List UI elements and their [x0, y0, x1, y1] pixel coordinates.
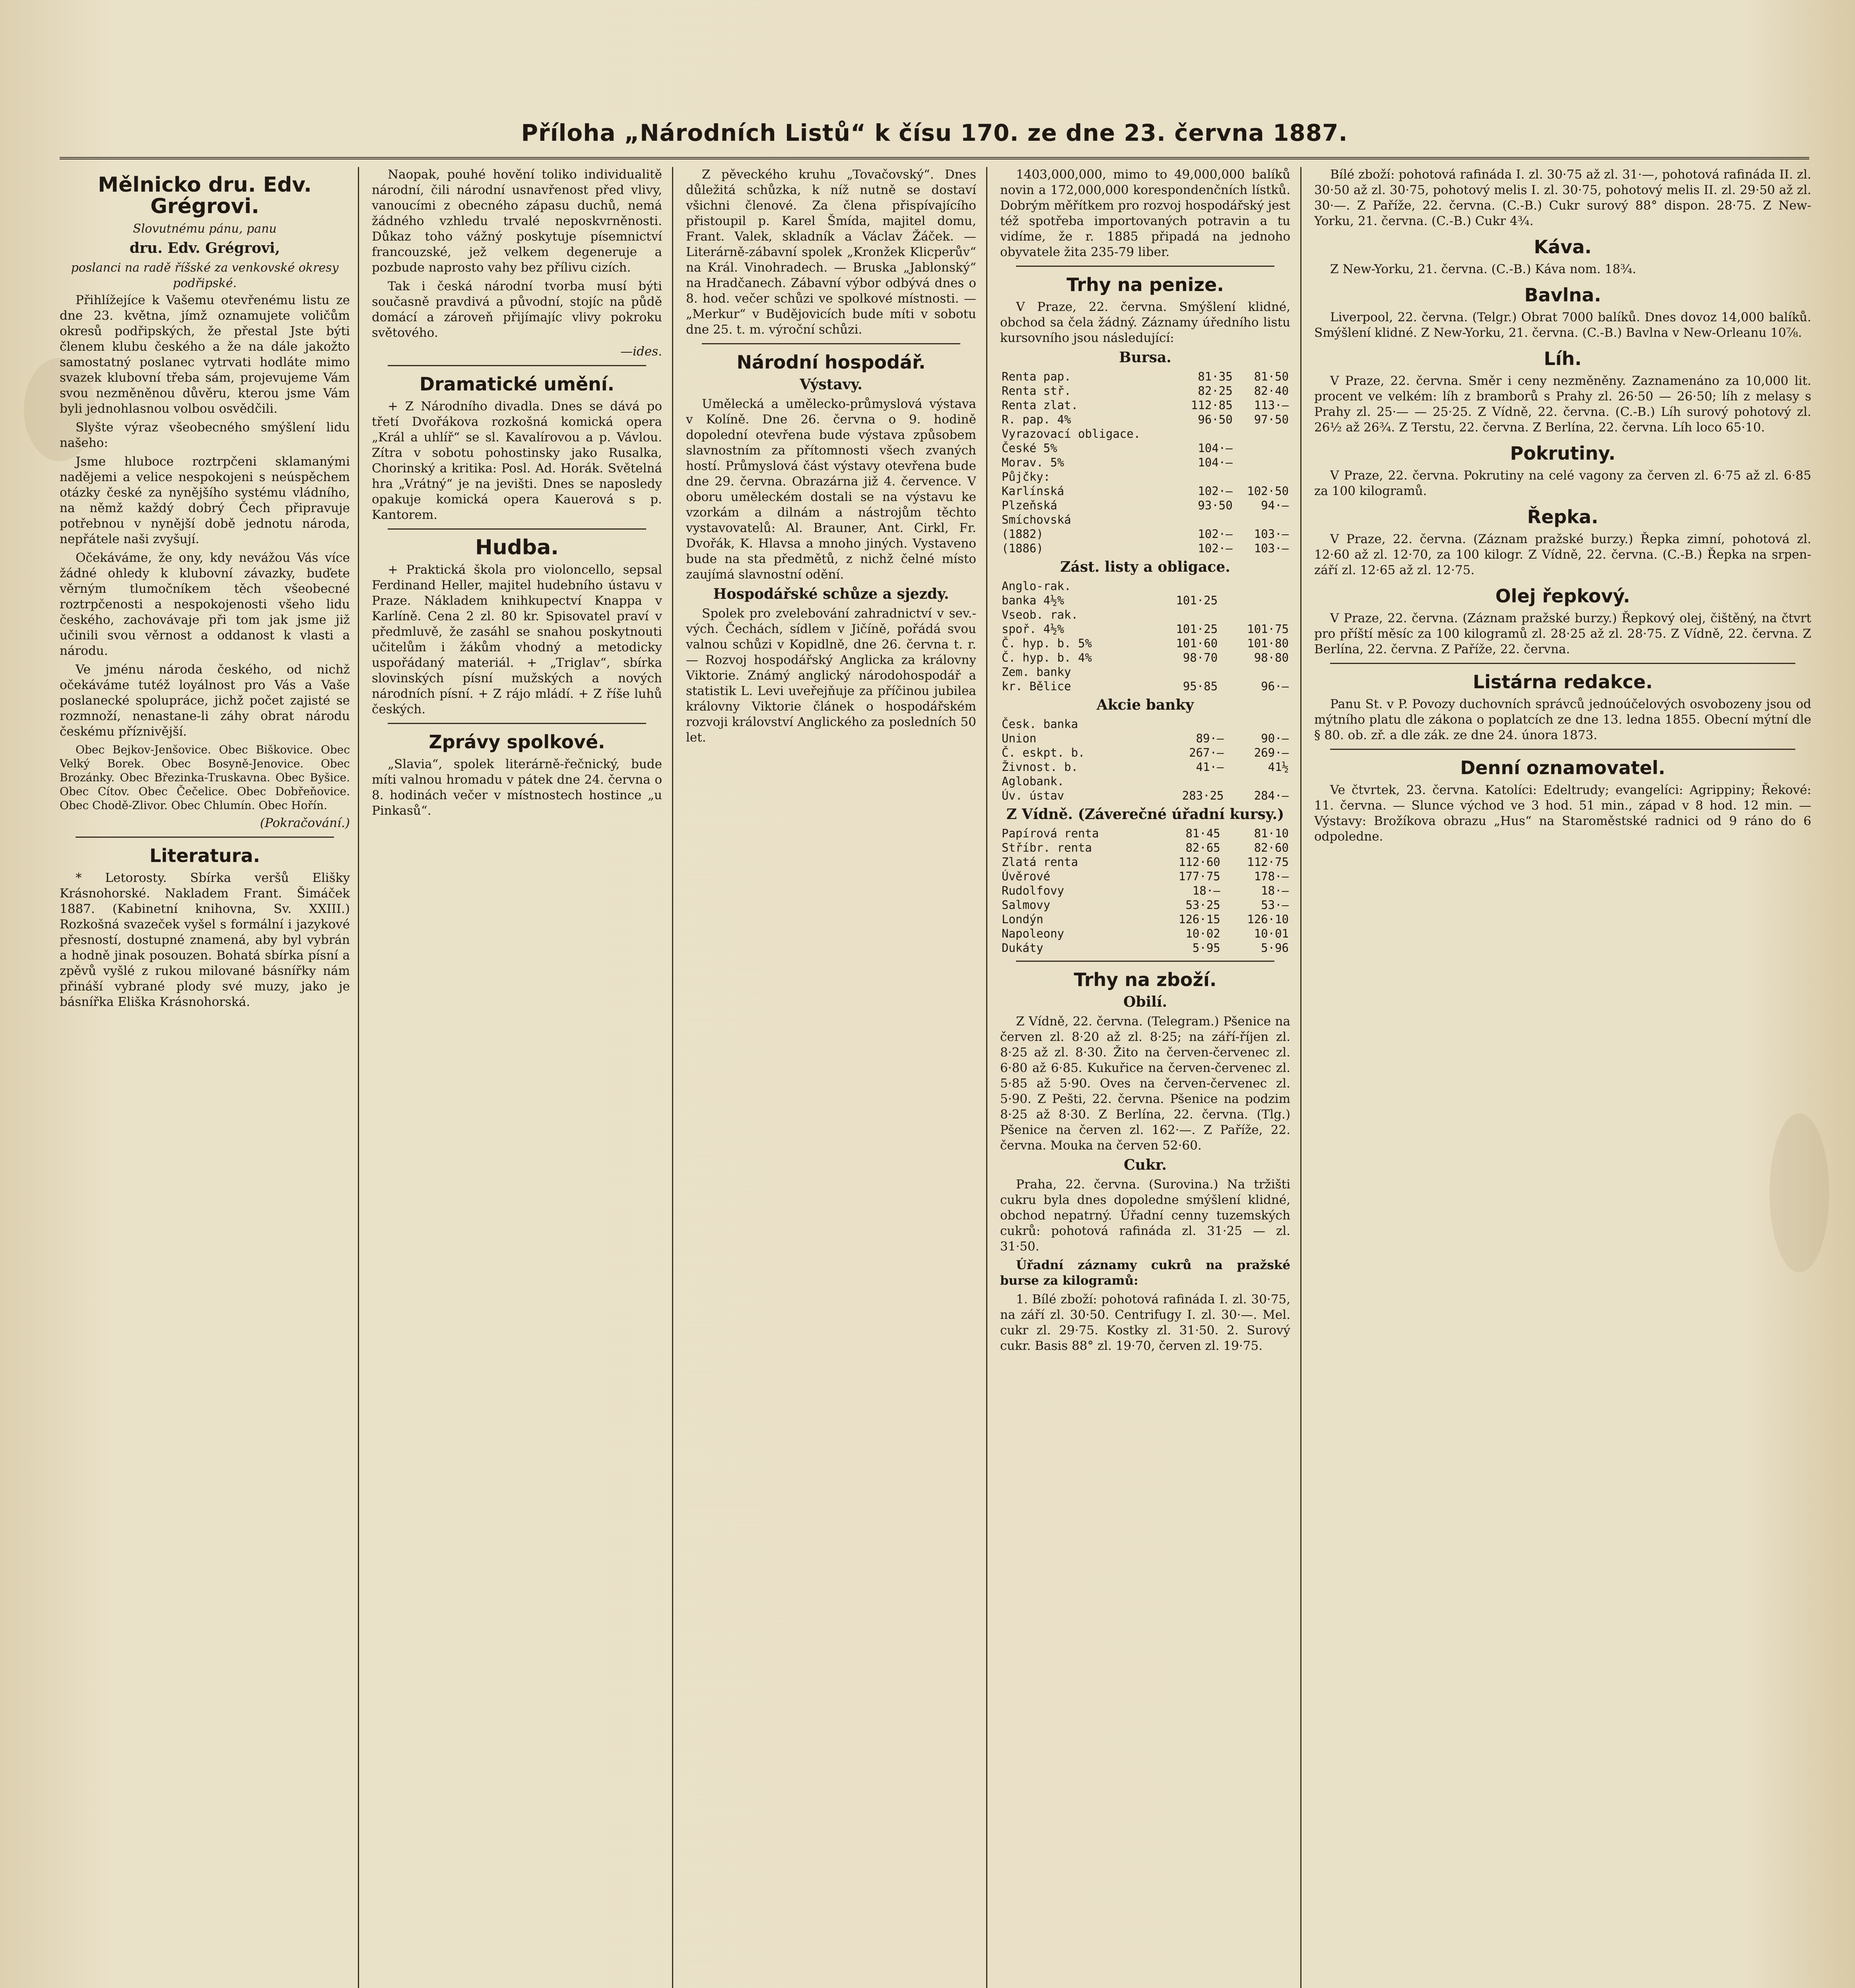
column-separator	[986, 167, 987, 1988]
paragraph: * Letorosty. Sbírka veršů Elišky Krásnohorské. Nakladem Frant. Šimáček 1887. (Kabinetní knihovna, Sv. XXIII.) Rozkošná svazeček vyšel s formální i jazykové přesností, dostupné znamená, aby byl vybrán a hodně jinak posouzen. Bohatá sbírka písní a zpěvů vyšlé z rukou milované básnířky nám přináší vybrané plody své muzy, jako je básnířka Eliška Krásnohorská.	[60, 871, 350, 1009]
section-title: Literatura.	[150, 845, 260, 866]
section-title: Řepka.	[1527, 506, 1599, 528]
row-value: 53·—	[1261, 898, 1289, 912]
table-row	[1000, 926, 1290, 941]
author-signature: —ides.	[620, 344, 662, 359]
row-value: 177·75	[1179, 870, 1220, 883]
row-value: 284·—	[1254, 789, 1289, 802]
table-row	[1000, 527, 1290, 541]
paragraph: Z New-Yorku, 21. června. (C.-B.) Káva nom. 18¾.	[1330, 262, 1636, 276]
row-value: 112·60	[1179, 855, 1220, 869]
table-row	[1000, 650, 1290, 665]
row-label: Vyrazovací obligace.	[1002, 427, 1141, 441]
table-row	[1000, 384, 1290, 398]
header-rule	[60, 157, 1809, 159]
row-value: 89·—	[1196, 732, 1224, 745]
table-row	[1000, 855, 1290, 869]
column-separator	[358, 167, 359, 1988]
table-row	[1000, 608, 1290, 622]
row-label: Renta zlat.	[1002, 398, 1078, 412]
row-label: Anglo-rak.	[1002, 579, 1071, 593]
subsection-title: Akcie banky	[1096, 697, 1194, 713]
paragraph: Úřadní záznamy cukrů na pražské burse za kilogramů:	[1000, 1258, 1290, 1288]
row-label: kr. Bělice	[1002, 679, 1071, 693]
row-label: Morav. 5%	[1002, 456, 1064, 469]
bursa-table	[1000, 369, 1290, 555]
akcie-table	[1000, 717, 1290, 803]
section-title: Zprávy spolkové.	[429, 731, 605, 753]
paragraph: + Praktická škola pro violoncello, sepsal Ferdinand Heller, majitel hudebního ústavu v Praze. Nákladem knihkupectví Knappa v Karlíně. Cena 2 zl. 80 kr. Spisovatel praví v předmluvě, že zasáhl se snahou poskytnouti učitelům i žákům vhodný a metodicky uspořádaný materiál. + „Triglav“, sbírka slovinských písní mužských a nových národních písní. + Z rájo mládí. + Z říše luhů českých.	[372, 563, 662, 716]
row-label: R. pap. 4%	[1002, 413, 1071, 426]
paragraph: V Praze, 22. června. Směr i ceny nezměněny. Zaznamenáno za 10,000 lit. procent ve velkém: líh z bramborů s Prahy zl. 26·50 — 26·50; líh z melasy s Prahy zl. 25·— — 25·25. Z Vídně, 22. června. (C.-B.) Líh surový pohotový zl. 26½ až 26¾. Z Terstu, 22. června. Z Berlína, 22. června. Líh loco 65·10.	[1314, 374, 1811, 435]
row-value: 53·25	[1185, 898, 1220, 912]
row-label: Č. eskpt. b.	[1002, 746, 1085, 759]
row-value: 267·—	[1189, 746, 1224, 759]
column-4	[1000, 167, 1290, 1988]
row-value: 18·—	[1192, 884, 1220, 897]
row-value	[1148, 774, 1225, 788]
paragraph: Přihlížejíce k Vašemu otevřenému listu ze dne 23. května, jímž oznamujete voličům okresů podřipských, že přestal Jste býti členem klubu českého a že na dále jakožto samostatný poslanec vytrvati hodláte mimo svazek klubovní třeba sám, projevujeme Vám svou nezměněnou důvěru, kterou jsme Vám byli jednohlasnou volbou osvědčili.	[60, 293, 350, 416]
section-title: Dramatické umění.	[419, 373, 615, 395]
row-label: spoř. 4½%	[1002, 622, 1064, 636]
column-separator	[1300, 167, 1301, 1988]
row-value	[1178, 427, 1234, 441]
row-value	[1219, 579, 1290, 593]
row-value: 41½	[1268, 760, 1289, 774]
table-row	[1000, 398, 1290, 412]
row-value	[1219, 608, 1290, 622]
row-value: 96·50	[1198, 413, 1233, 426]
subsection-title: Výstavy.	[800, 376, 862, 393]
paragraph: Panu St. v P. Povozy duchovních správců jednoúčelových osvobozeny jsou od mýtního platu dle zákona o poplatcích ze dne 13. ledna 1855. Obecní mýtní dle § 80. ob. zř. a dle zák. ze dne 24. února 1873.	[1314, 697, 1811, 742]
row-label: Aglobank.	[1002, 775, 1064, 788]
section-title: Listárna redakce.	[1472, 671, 1653, 693]
table-row	[1000, 883, 1290, 898]
row-value: 41·—	[1196, 760, 1224, 774]
paragraph: V Praze, 22. června. (Záznam pražské burzy.) Řepka zimní, pohotová zl. 12·60 až zl. 12·70, za 100 kilogr. Z Vídně, 22. června. (C.-B.) Řepka na srpen-září zl. 12·65 až zl. 12·75.	[1314, 532, 1811, 577]
table-row	[1000, 441, 1290, 455]
row-label: Půjčky:	[1002, 470, 1051, 483]
row-value	[1148, 579, 1219, 593]
subsection-title: Z Vídně. (Záverečné úřadní kursy.)	[1006, 806, 1284, 823]
row-label: Renta stř.	[1002, 384, 1071, 398]
row-value: 102·—	[1198, 484, 1233, 498]
table-row	[1000, 455, 1290, 470]
row-label: Napoleony	[1002, 927, 1064, 940]
row-value: 101·80	[1247, 637, 1289, 650]
row-value: 283·25	[1182, 789, 1224, 802]
row-value: 5·95	[1192, 941, 1220, 955]
section-title: Mělnicko dru. Edv. Grégrovi.	[98, 173, 312, 218]
section-title: Pokrutiny.	[1510, 443, 1616, 464]
row-label: Salmovy	[1002, 898, 1051, 912]
section-title: Bavlna.	[1524, 284, 1601, 306]
paragraph: „Slavia“, spolek literárně-řečnický, bude míti valnou hromadu v pátek dne 24. června o 8. hodinách večer v místnostech hostince „u Pinkasů“.	[372, 757, 662, 818]
table-row	[1000, 665, 1290, 679]
table-row	[1000, 788, 1290, 803]
addressee-name: dru. Edv. Grégrovi,	[129, 240, 280, 256]
subsection-title: Obilí.	[1123, 994, 1167, 1010]
videm-table	[1000, 826, 1290, 955]
paragraph: V Praze, 22. června. Smýšlení klidné, obchod sa čela žádný. Záznamy úředního listu kursovního jsou následující:	[1000, 300, 1290, 345]
page-title: Příloha „Národních Listů“ k čísu 170. ze dne 23. června 1887.	[521, 119, 1348, 146]
row-value: 103·—	[1254, 542, 1289, 555]
row-value: 10·01	[1254, 927, 1289, 940]
paragraph: Bílé zboží: pohotová rafináda I. zl. 30·75 až zl. 31·—, pohotová rafináda II. zl. 30·50 až zl. 30·75, pohotový melis I. zl. 30·75, pohotový melis II. zl. 29·50 až zl. 30·—. Z Paříže, 22. června. (C.-B.) Cukr surový 88° dispon. 28·75. Z New-Yorku, 21. června. (C.-B.) Cukr 4¾.	[1314, 167, 1811, 228]
table-row	[1000, 498, 1290, 513]
column-separator	[672, 167, 673, 1988]
row-label: Č. hyp. b. 4%	[1002, 651, 1092, 664]
row-value: 98·80	[1254, 651, 1289, 664]
row-value	[1234, 455, 1290, 470]
paragraph: Jsme hluboce roztrpčeni sklamanými nadějemi a velice nespokojeni s neúspěchem otázky české za nynějšího systému vládního, na němž každý dobrý Čech připravuje potřebnou v nynější době jednotu národa, nepřátele naši zvyšují.	[60, 454, 350, 546]
paragraph: V Praze, 22. června. Pokrutiny na celé vagony za červen zl. 6·75 až zl. 6·85 za 100 kilogramů.	[1314, 468, 1811, 498]
row-label: (1886)	[1002, 542, 1043, 555]
subsection-title: Bursa.	[1119, 349, 1171, 366]
row-label: Londýn	[1002, 912, 1043, 926]
table-row	[1000, 579, 1290, 593]
row-label: Plzeňská	[1002, 499, 1057, 512]
row-value: 101·75	[1247, 622, 1289, 636]
row-label: Rudolfovy	[1002, 884, 1064, 897]
row-label: Úv. ústav	[1002, 789, 1064, 802]
table-row	[1000, 679, 1290, 693]
paragraph: Z pěveckého kruhu „Tovačovský“. Dnes důležitá schůzka, k níž nutně se dostaví všichni členové. Za člena přispívajícího přistoupil p. Karel Šmída, majitel domu, Frant. Valek, skladník a Václav Žáček. — Literárně-zábavní spolek „Kronžek Klicperův“ na Král. Vinohradech. — Bruska „Jablonský“ na Hradčanech. Zábavní výbor odbývá dnes o 8. hod. večer schůzi ve spolkové místnosti. — „Merkur“ v Budějovicích bude míti v sobotu dne 25. t. m. výroční schůzi.	[686, 167, 976, 337]
row-label: Vseob. rak.	[1002, 608, 1078, 621]
table-row	[1000, 484, 1290, 498]
row-value: 112·75	[1247, 855, 1289, 869]
row-value: 96·—	[1261, 679, 1289, 693]
table-row	[1000, 593, 1290, 608]
column-3	[686, 167, 976, 1988]
row-value: 104·—	[1198, 456, 1233, 469]
row-value	[1234, 470, 1290, 484]
table-row	[1000, 513, 1290, 527]
row-label: Úvěrové	[1002, 870, 1051, 883]
row-value: 81·35	[1198, 370, 1233, 383]
row-value: 269·—	[1254, 746, 1289, 759]
row-value	[1226, 717, 1291, 731]
table-row	[1000, 622, 1290, 636]
row-value: 18·—	[1261, 884, 1289, 897]
row-label: Stříbr. renta	[1002, 841, 1092, 854]
column-1	[60, 167, 350, 1988]
row-value	[1234, 427, 1290, 441]
row-label: Česk. banka	[1002, 717, 1078, 731]
section-title: Olej řepkový.	[1495, 585, 1630, 607]
row-value	[1178, 470, 1234, 484]
column-2	[372, 167, 662, 1988]
table-row	[1000, 912, 1290, 926]
paragraph: Umělecká a umělecko-průmyslová výstava v Kolíně. Dne 26. června o 9. hodině dopolední otevřena bude výstava způsobem slavnostním za přítomnosti všech zvaných hostí. Průmyslová část výstavy otevřena bude dne 29. června. Obrazárna již 4. července. V oboru uměleckém dostali se na výstavu ke vzorkám a dilnám a nástrojům těchto vystavovatelů: Al. Brauner, Ant. Cirkl, Fr. Dvořák, K. Hlavsa a mnoho jiných. Vystaveno bude na sta předmětů, z nichž čelné místo zaujímá slavnostní odění.	[686, 397, 976, 582]
paragraph: Ve čtvrtek, 23. června. Katolíci: Edeltrudy; evangelíci: Agrippiny; Řekové: 11. června. — Slunce východ ve 3 hod. 51 min., západ v 8 hod. 12 min. — Výstavy: Brožíkova obrazu „Hus“ na Staroměstské radnici od 9 ráno do 6 odpoledne.	[1314, 783, 1811, 844]
signers-list: Obec Bejkov-Jenšovice. Obec Biškovice. Obec Velký Borek. Obec Bosyně-Jenovice. Obec Brozánky. Obec Březinka-Truskavna. Obec Byšice. Obec Cítov. Obec Čečelice. Obec Dobřeňovice. Obec Chodě-Zlivor. Obec Chlumín. Obec Hořín.	[60, 743, 350, 812]
table-row	[1000, 717, 1290, 731]
row-value: 93·50	[1198, 499, 1233, 512]
paragraph: 1. Bílé zboží: pohotová rafináda I. zl. 30·75, na září zl. 30·50. Centrifugy I. zl. 30·—. Mel. cukr zl. 29·75. Kostky zl. 31·50. 2. Surový cukr. Basis 88° zl. 19·70, červen zl. 19·75.	[1000, 1292, 1290, 1353]
table-row	[1000, 746, 1290, 760]
paragraph: Z Vídně, 22. června. (Telegram.) Pšenice na červen zl. 8·20 až zl. 8·25; na září-říjen zl. 8·25 až zl. 8·30. Žito na červen-červenec zl. 6·80 až 6·85. Kukuřice na červen-červenec zl. 5·85 až 5·90. Oves na červen-červenec zl. 5·90. Z Pešti, 22. června. Pšenice na podzim 8·25 až 8·30. Z Berlína, 22. června. (Tlg.) Pšenice na červen zl. 162·—. Z Paříže, 22. června. Mouka na červen 52·60.	[1000, 1014, 1290, 1153]
paragraph: Liverpool, 22. června. (Telgr.) Obrat 7000 balíků. Dnes dovoz 14,000 balíků. Smýšlení klidné. Z New-Yorku, 21. června. (C.-B.) Bavlna v New-Orleanu 10⅞.	[1314, 310, 1811, 340]
paragraph: Očekáváme, že ony, kdy nevážou Vás více žádné ohledy k klubovní závazky, buďete věrným tlumočníkem těch všeobecné roztrpčenosti a nespokojenosti všeho lidu českého, zachovávaje při tom jak jsme již učinili svou věrnost a oddanost k vlasti a národu.	[60, 551, 350, 658]
table-row	[1000, 427, 1290, 441]
divider	[1016, 266, 1274, 267]
addressee-title: poslanci na radě říšské za venkovské okresy podřipské.	[71, 261, 339, 290]
salutation: Slovutnému pánu, panu	[133, 222, 277, 236]
row-value: 101·25	[1176, 622, 1218, 636]
row-value: 90·—	[1261, 732, 1289, 745]
row-label: České 5%	[1002, 441, 1057, 455]
table-row	[1000, 941, 1290, 955]
paragraph: Ve jménu národa českého, od nichž očekáváme tutéž loyálnost pro Vás a Vaše poslanecké spolupráce, jichž počet zajisté se rozmnoží, nenastane-li záhy obrat národu českému příznivější.	[60, 662, 350, 739]
row-value: 82·25	[1198, 384, 1233, 398]
row-value	[1234, 441, 1290, 455]
row-label: Papírová renta	[1002, 827, 1099, 840]
table-row	[1000, 898, 1290, 912]
paragraph: Naopak, pouhé hovění toliko individualitě národní, čili národní usnavřenost před vlivy, vanoucími z obecného zápasu duchů, nemá žádného vzhledu trvalé neposkvrněnosti. Důkaz toho vážný poskytuje písemnictví francouzské, jež velkem degeneruje a pozbude naprosto vahy bez přílivu cizích.	[372, 167, 662, 275]
table-row	[1000, 826, 1290, 841]
section-title: Národní hospodář.	[736, 351, 926, 373]
row-value: 102·—	[1198, 527, 1233, 541]
row-label: Karlínská	[1002, 484, 1064, 498]
paragraph: V Praze, 22. června. (Záznam pražské burzy.) Řepkový olej, čištěný, na čtvrt pro příští měsíc za 100 kilogramů zl. 28·25 až zl. 28·75. Z Vídně, 22. června. Z Berlína, 22. června. Z Paříže, 22. června.	[1314, 611, 1811, 656]
table-row	[1000, 869, 1290, 883]
row-value: 178·—	[1254, 870, 1289, 883]
row-label: Union	[1002, 732, 1037, 745]
row-value	[1219, 665, 1290, 679]
row-value: 94·—	[1261, 499, 1289, 512]
row-value	[1148, 608, 1219, 622]
table-row	[1000, 774, 1290, 788]
subsection-title: Zást. listy a obligace.	[1060, 559, 1230, 575]
row-value: 102·—	[1198, 542, 1233, 555]
row-value: 82·65	[1185, 841, 1220, 854]
page-header	[60, 119, 1809, 155]
row-value	[1219, 593, 1290, 608]
paragraph: + Z Národního divadla. Dnes se dává po třetí Dvořákova rozkošná komická opera „Král a uhlíř“ se sl. Kavalírovou a p. Vávlou. Zítra v sobotu pohostinsky jako Rusalka, Chorinský a kritika: Posl. Ad. Horák. Světelná hra „Vrátný“ je na jevišti. Dnes se naposledy opakuje komická opera Kauerová s p. Kantorem.	[372, 399, 662, 522]
table-row	[1000, 636, 1290, 650]
row-value	[1234, 513, 1290, 527]
row-label: Dukáty	[1002, 941, 1043, 955]
row-value: 126·15	[1179, 912, 1220, 926]
table-row	[1000, 760, 1290, 774]
subsection-title: Cukr.	[1124, 1157, 1167, 1173]
paragraph: 1403,000,000, mimo to 49,000,000 balíků novin a 172,000,000 korespondenčních lístků. Dobrým měřítkem pro rozvoj hospodářský jest též spotřeba importovaných potravin a tu vidíme, že r. 1885 připadá na jednoho obyvatele žita 235-79 liber.	[1000, 167, 1290, 259]
table-row	[1000, 841, 1290, 855]
row-label: (1882)	[1002, 527, 1043, 541]
row-value: 101·25	[1176, 594, 1218, 607]
row-value: 102·50	[1247, 484, 1289, 498]
row-value: 10·02	[1185, 927, 1220, 940]
row-value: 81·45	[1185, 827, 1220, 840]
divider	[388, 528, 646, 530]
row-value: 126·10	[1247, 912, 1289, 926]
column-5	[1314, 167, 1811, 1988]
divider	[702, 343, 960, 344]
row-value	[1226, 774, 1291, 788]
section-title: Trhy na zboží.	[1074, 969, 1217, 990]
row-label: Zem. banky	[1002, 665, 1071, 679]
row-value: 82·40	[1254, 384, 1289, 398]
row-value: 112·85	[1191, 398, 1233, 412]
table-row	[1000, 541, 1290, 555]
section-title: Hudba.	[475, 536, 559, 559]
row-label: Smíchovská	[1002, 513, 1071, 526]
row-value	[1178, 513, 1234, 527]
section-title: Trhy na penize.	[1066, 274, 1224, 295]
section-title: Líh.	[1544, 348, 1582, 369]
row-value: 113·—	[1254, 398, 1289, 412]
row-value: 82·60	[1254, 841, 1289, 854]
paragraph: Slyšte výraz všeobecného smýšlení lidu našeho:	[60, 420, 350, 450]
continuation-note: (Pokračování.)	[260, 816, 350, 830]
table-row	[1000, 470, 1290, 484]
divider	[388, 723, 646, 724]
row-value: 97·50	[1254, 413, 1289, 426]
divider	[1330, 663, 1795, 664]
row-value: 101·60	[1176, 637, 1218, 650]
row-label: Č. hyp. b. 5%	[1002, 637, 1092, 650]
zast-table	[1000, 579, 1290, 693]
row-label: Živnost. b.	[1002, 760, 1078, 774]
row-value: 103·—	[1254, 527, 1289, 541]
divider	[1016, 961, 1274, 962]
paragraph: Spolek pro zvelebování zahradnictví v sev.-vých. Čechách, sídlem v Jičíně, pořádá svou valnou schůzi v Kopidlně, dne 26. června t. r. — Rozvoj hospodářský Anglicka za královny Viktorie. Známý anglický národohospodář a statistik L. Levi uveřejňuje za příčinou jubilea královny Viktorie článek o hospodářském rozvoji království Anglického za posledních 50 let.	[686, 606, 976, 745]
table-row	[1000, 369, 1290, 384]
row-label: banka 4½%	[1002, 594, 1064, 607]
row-value	[1148, 665, 1219, 679]
row-value: 81·50	[1254, 370, 1289, 383]
row-value	[1148, 717, 1225, 731]
row-label: Zlatá renta	[1002, 855, 1078, 869]
row-value: 95·85	[1183, 679, 1218, 693]
table-row	[1000, 731, 1290, 746]
divider	[388, 365, 646, 366]
row-value: 5·96	[1261, 941, 1289, 955]
row-value: 81·10	[1254, 827, 1289, 840]
paragraph: Praha, 22. června. (Surovina.) Na tržišti cukru byla dnes dopoledne smýšlení klidné, obchod nepatrný. Úřadní cenny tuzemských cukrů: pohotová rafináda zl. 31·25 — zl. 31·50.	[1000, 1177, 1290, 1254]
section-title: Káva.	[1534, 236, 1592, 258]
section-title: Denní oznamovatel.	[1460, 757, 1665, 779]
row-label: Renta pap.	[1002, 370, 1071, 383]
subsection-title: Hospodářské schůze a sjezdy.	[713, 586, 949, 602]
row-value: 104·—	[1198, 441, 1233, 455]
row-value: 98·70	[1183, 651, 1218, 664]
paragraph: Tak i česká národní tvorba musí býti současně pravdivá a původní, stojíc na půdě domácí a zároveň přijímajíc vlivy pokroku světového.	[372, 279, 662, 340]
table-row	[1000, 412, 1290, 427]
divider	[76, 837, 334, 838]
divider	[1330, 749, 1795, 750]
